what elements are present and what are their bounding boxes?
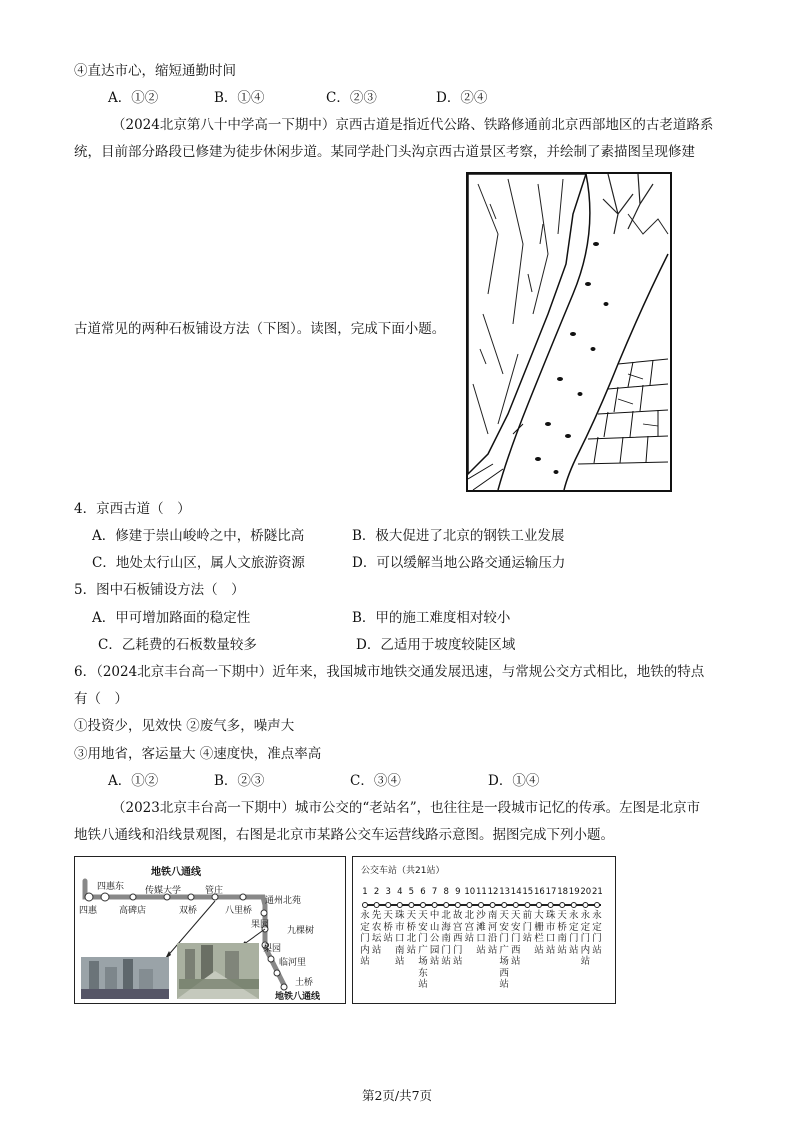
bus-stop-name: 前门站 — [522, 910, 533, 944]
passage-line: （2024北京第八十中学高一下期中）京西古道是指近代公路、铁路修通前北京西部地区的古老道路系 — [112, 117, 714, 133]
bus-stop-number: 5 — [408, 887, 415, 897]
q6-statements-1: ①投资少，见效快 ②废气多，噪声大 — [74, 718, 295, 734]
q6-statements-2: ③用地省，客运量大 ④速度快，准点率高 — [74, 746, 322, 762]
map-figures — [74, 856, 614, 1004]
bus-stop-dot — [363, 903, 368, 908]
bus-stop-dot — [525, 903, 530, 908]
bus-stop-dot — [479, 903, 484, 908]
q6-option-a: A．①② — [108, 773, 159, 789]
bus-stop-name: 永定门站 — [592, 910, 602, 956]
question-4-stem: 4．京西古道（ ） — [74, 501, 191, 517]
bus-stop-dot — [409, 903, 414, 908]
bus-stop-name: 永定门内站 — [360, 910, 370, 967]
bus-stop-number: 9 — [455, 887, 461, 897]
bus-stop-name: 大栅栏站 — [534, 910, 544, 956]
bus-stop-number: 14 — [510, 887, 522, 897]
metro-map-title: 地铁八通线 — [151, 867, 201, 878]
q4-option-d: D．可以缓解当地公路交通运输压力 — [352, 555, 566, 571]
bus-stop-dot — [432, 903, 437, 908]
station-label: 四惠 — [79, 906, 98, 916]
question-6-stem: 6．（2024北京丰台高一下期中）近年来，我国城市地铁交通发展迅速，与常规公交方式相比，地铁的特点 — [74, 664, 705, 680]
question-5-stem: 5．图中石板铺设方法（ ） — [74, 582, 245, 598]
passage-line: 统，目前部分路段已修建为徒步休闲步道。某同学赴门头沟京西古道景区考察，并绘制了素描图呈现修建 — [74, 144, 695, 160]
bus-stop-name: 天安门西站 — [511, 910, 521, 967]
station-label: 管庄 — [205, 886, 224, 896]
bus-stop-name: 天桥南站 — [557, 910, 567, 956]
bus-stop-number: 17 — [545, 887, 557, 897]
bus-map-title: 公交车站（共21站） — [361, 866, 445, 876]
bus-stop-dot — [548, 903, 553, 908]
station-label: 通州北苑 — [265, 896, 302, 906]
station-label: 高碑店 — [119, 906, 147, 916]
metro-line-map — [74, 856, 346, 1004]
q5-option-c: C．乙耗费的石板数量较多 — [98, 637, 257, 653]
bus-stop-name: 南河沿站 — [487, 910, 498, 956]
bus-stop-number: 1 — [362, 887, 368, 897]
option-a: A．①② — [108, 90, 159, 106]
bus-stop-name: 北宫站 — [464, 910, 475, 944]
bus-stop-dot — [583, 903, 588, 908]
q5-option-b: B．甲的施工难度相对较小 — [352, 610, 511, 626]
station-label: 临河里 — [279, 958, 307, 968]
metro-map-bottom-label: 地铁八通线 — [275, 992, 321, 1002]
bus-stop-number: 12 — [487, 887, 499, 897]
bus-stop-number: 6 — [420, 887, 426, 897]
statement-4: ④直达市心，缩短通勤时间 — [74, 63, 236, 79]
bus-stop-number: 21 — [592, 887, 603, 897]
bus-stop-dot — [386, 903, 391, 908]
bus-stop-name: 天桥北站 — [406, 910, 417, 956]
passage-line: （2023北京丰台高一下期中）城市公交的“老站名”，也往往是一段城市记忆的传承。左图是北京市 — [112, 800, 701, 816]
bus-stop-number: 2 — [373, 887, 380, 897]
q6-option-b: B．②③ — [214, 773, 265, 789]
bus-route-map — [352, 856, 616, 1004]
bus-stop-dot — [490, 903, 495, 908]
bus-stop-number: 7 — [431, 887, 438, 897]
bus-stop-number: 15 — [522, 887, 534, 897]
bus-stop-dot — [374, 903, 379, 908]
bus-stop-number: 13 — [499, 887, 511, 897]
station-label: 梨园 — [263, 944, 282, 954]
bus-stop-dot — [502, 903, 507, 908]
passage-line: 地铁八通线和沿线景观图，右图是北京市某路公交车运营线路示意图。据图完成下列小题。 — [74, 827, 614, 843]
bus-stop-name: 北海南门站 — [441, 910, 451, 967]
station-label: 九棵树 — [287, 926, 315, 936]
bus-stop-name: 永定门内站 — [580, 910, 591, 967]
bus-stop-name: 珠市口南站 — [395, 910, 405, 967]
bus-stop-name: 先农坛站 — [371, 910, 382, 956]
q6-option-c: C．③④ — [350, 773, 401, 789]
question-6-stem-cont: 有（ ） — [74, 691, 128, 707]
bus-stop-name: 故宫西门站 — [453, 910, 463, 967]
bus-stop-name: 中山公园站 — [429, 910, 440, 967]
bus-stop-name: 天安门广场东站 — [418, 910, 428, 990]
station-label: 土桥 — [295, 978, 314, 988]
bus-stop-number: 20 — [580, 887, 592, 897]
bus-stop-dot — [421, 903, 426, 908]
bus-stop-dot — [560, 903, 565, 908]
q5-option-d: D．乙适用于坡度较陡区域 — [356, 637, 516, 653]
bus-stop-number: 11 — [476, 887, 487, 897]
bus-stop-number: 10 — [464, 887, 476, 897]
bus-stop-name: 天桥站 — [383, 910, 393, 944]
bus-stop-number: 18 — [557, 887, 569, 897]
bus-stop-dot — [397, 903, 402, 908]
q4-option-c: C．地处太行山区，属人文旅游资源 — [92, 555, 305, 571]
option-d: D．②④ — [436, 90, 488, 106]
station-label: 传媒大学 — [145, 886, 182, 896]
q5-option-a: A．甲可增加路面的稳定性 — [92, 610, 251, 626]
station-label: 双桥 — [179, 906, 198, 916]
bus-stop-name: 珠市口站 — [545, 910, 556, 956]
station-label: 果园 — [251, 920, 270, 930]
station-label: 八里桥 — [225, 906, 253, 916]
station-label: 四惠东 — [97, 882, 125, 892]
bus-stop-number: 19 — [568, 887, 580, 897]
bus-stop-number: 4 — [397, 887, 403, 897]
passage-line: 古道常见的两种石板铺设方法（下图）。读图，完成下面小题。 — [74, 321, 446, 337]
q6-option-d: D．①④ — [488, 773, 540, 789]
bus-stop-dot — [513, 903, 518, 908]
page-footer: 第2页/共7页 — [361, 1088, 433, 1103]
bus-stop-number: 3 — [385, 887, 391, 897]
option-c: C．②③ — [326, 90, 377, 106]
bus-stop-dot — [467, 903, 472, 908]
bus-stop-dot — [571, 903, 576, 908]
bus-stop-dot — [537, 903, 542, 908]
bus-stop-dot — [595, 903, 600, 908]
q4-option-a: A．修建于崇山峻岭之中，桥隧比高 — [92, 528, 305, 544]
bus-stop-name: 永定门站 — [569, 910, 579, 956]
q4-option-b: B．极大促进了北京的钢铁工业发展 — [352, 528, 565, 544]
bus-stop-dot — [444, 903, 449, 908]
bus-stop-number: 8 — [443, 887, 449, 897]
bus-stop-dot — [455, 903, 460, 908]
bus-stop-number: 16 — [534, 887, 545, 897]
bus-stop-name: 沙滩口站 — [476, 910, 486, 956]
bus-stop-name: 天安门广场西站 — [499, 910, 509, 990]
ancient-road-sketch — [466, 172, 672, 492]
option-b: B．①④ — [214, 90, 265, 106]
sketch-drawing — [468, 174, 670, 490]
